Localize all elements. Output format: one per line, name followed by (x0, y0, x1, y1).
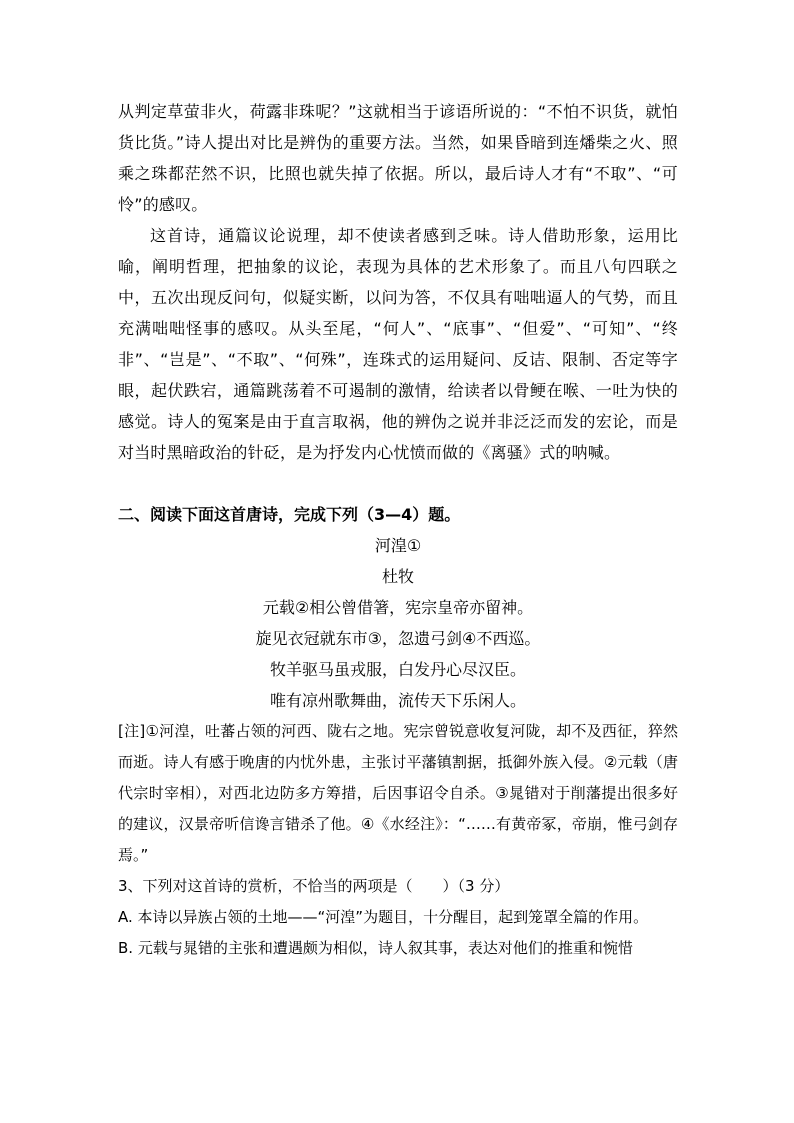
passage-paragraph-2: 这首诗，通篇议论说理，却不使读者感到乏味。诗人借助形象，运用比喻，阐明哲理，把抽象的议论，表现为具体的艺术形象了。而且八句四联之中，五次出现反问句，似疑实断，以问为答，不仅具有咄咄逼人的气势，而且充满咄咄怪事的感叹。从头至尾，“何人”、“底事”、“但爱”、“可知”、“终非”、“岂是”、“不取”、“何殊”，连珠式的运用疑问、反诘、限制、否定等字眼，起伏跌宕，通篇跳荡着不可遏制的激情，给读者以骨鲠在喉、一吐为快的感觉。诗人的冤案是由于直言取祸，他的辨伪之说并非泛泛而发的宏论，而是对当时黑暗政治的针砭，是为抒发内心忧愤而做的《离骚》式的呐喊。 (118, 226, 678, 462)
section-heading: 二、阅读下面这首唐诗，完成下列（3—4）题。 (118, 505, 461, 524)
question-option-b: B. 元载与晁错的主张和遭遇颇为相似，诗人叙其事，表达对他们的推重和惋惜 (118, 939, 633, 957)
poem (118, 530, 678, 716)
poem-annotation: [注]①河湟，吐蕃占领的河西、陇右之地。宪宗曾锐意收复河陇，却不及西征，猝然而逝。诗人有感于晚唐的内忧外患，主张讨平藩镇割据，抵御外族入侵。②元载（唐代宗时宰相），对西北边防多方筹措，后因事诏令自杀。③晁错对于削藩提出很多好的建议，汉景帝听信谗言错杀了他。④《水经注》：“……有黄帝冢，帝崩，惟弓剑存焉。” (118, 722, 678, 864)
question-stem: 3、下列对这首诗的赏析，不恰当的两项是（ ）（3 分） (118, 877, 510, 895)
poem-line: 牧羊驱马虽戎服，白发丹心尽汉臣。 (269, 660, 526, 679)
poem-line: 唯有凉州歌舞曲，流传天下乐闲人。 (269, 691, 526, 710)
spacer (118, 468, 678, 499)
document-page (118, 96, 678, 964)
poem-line: 旋见衣冠就东市③，忽遗弓剑④不西巡。 (255, 629, 541, 648)
poem-line: 元载②相公曾借箸，宪宗皇帝亦留神。 (262, 598, 534, 617)
passage-paragraph-1: 从判定草萤非火，荷露非珠呢？”这就相当于谚语所说的：“不怕不识货，就怕货比货。”诗人提出对比是辨伪的重要方法。当然，如果昏暗到连燔柴之火、照乘之珠都茫然不识，比照也就失掉了依据。所以，最后诗人才有“不取”、“可怜”的感叹。 (118, 102, 678, 214)
question-option-a: A. 本诗以异族占领的土地——“河湟”为题目，十分醒目，起到笼罩全篇的作用。 (118, 908, 649, 926)
poem-title: 河湟① (374, 536, 422, 555)
poem-author: 杜牧 (381, 567, 414, 586)
